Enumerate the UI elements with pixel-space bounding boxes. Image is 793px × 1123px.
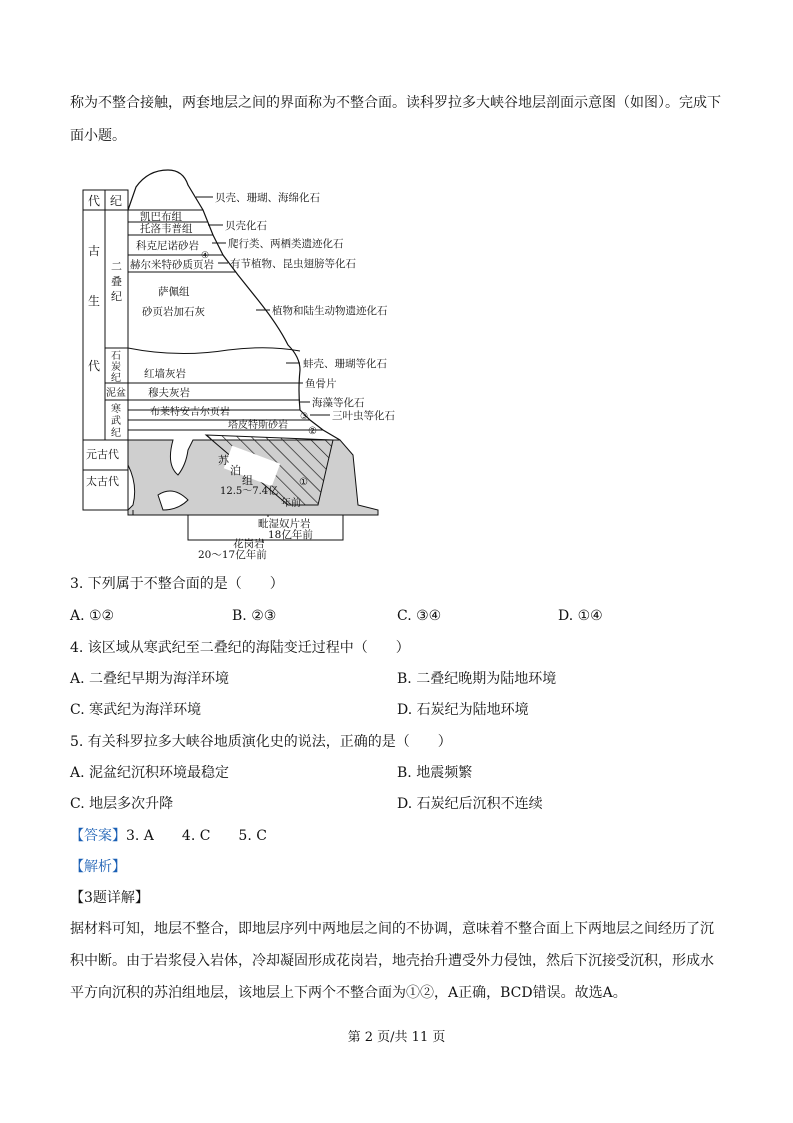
q4-option-c[interactable]: C. 寒武纪为海洋环境	[70, 702, 202, 718]
period-carboniferous-2: 炭	[111, 362, 121, 373]
unkar-label-2: 泊	[230, 464, 241, 477]
schist-label-1: 毗湿奴片岩	[258, 518, 311, 530]
grand-canyon-strata-figure	[78, 165, 423, 560]
period-cambrian-1: 寒	[111, 404, 121, 415]
explanation-line-3: 平方向沉积的苏泊组地层，该地层上下两个不整合面为①②，A正确，BCD错误。故选A。	[70, 985, 627, 1001]
schist-label-2: 18亿年前	[268, 529, 313, 541]
q5-option-a[interactable]: A. 泥盆纪沉积环境最稳定	[70, 765, 230, 781]
q3-option-b[interactable]: B. ②③	[232, 608, 277, 624]
answer-text: 3. A 4. C 5. C	[126, 828, 267, 844]
era-proterozoic: 元古代	[86, 448, 119, 461]
era-paleozoic-1: 古	[88, 244, 101, 258]
q4-option-d[interactable]: D. 石炭纪为陆地环境	[397, 702, 529, 718]
period-permian-2: 叠	[111, 275, 122, 288]
period-devonian: 泥盆	[106, 388, 126, 399]
intro-line-2: 面小题。	[70, 128, 126, 144]
era-period-table	[83, 190, 128, 510]
q3-option-c[interactable]: C. ③④	[397, 608, 442, 624]
marker-4: ④	[201, 251, 210, 261]
layer-supai-1: 萨佩组	[158, 286, 190, 298]
layer-coconino: 科克尼诺砂岩	[136, 240, 199, 252]
era-archean: 太古代	[86, 475, 119, 488]
layer-supai-2: 砂页岩加石灰	[142, 306, 205, 318]
layer-muav: 穆夫灰岩	[148, 387, 190, 399]
detail-label: 【3题详解】	[70, 890, 149, 906]
era-paleozoic-2: 生	[88, 294, 101, 308]
fossil-3: 爬行类、两栖类遗迹化石	[228, 238, 344, 250]
question-3-stem: 3. 下列属于不整合面的是（ ）	[70, 576, 284, 592]
fossil-8: 海藻等化石	[312, 397, 365, 409]
q4-option-a[interactable]: A. 二叠纪早期为海洋环境	[70, 671, 230, 687]
unkar-label-3: 组	[242, 474, 253, 487]
answer-label: 【答案】	[70, 828, 126, 844]
marker-3: ③	[300, 412, 309, 422]
layer-hermit: 赫尔米特砂质页岩	[130, 259, 214, 271]
layer-kaibab: 凯巴布组	[140, 211, 182, 223]
fossil-5: 植物和陆生动物遗迹化石	[272, 305, 388, 317]
fossil-2: 贝壳化石	[225, 220, 267, 232]
question-5-stem: 5. 有关科罗拉多大峡谷地质演化史的说法，正确的是（ ）	[70, 734, 452, 750]
fossil-9: 三叶虫等化石	[332, 410, 395, 422]
fossil-1: 贝壳、珊瑚、海绵化石	[215, 192, 320, 204]
period-permian-3: 纪	[111, 290, 122, 303]
header-dai: 代	[88, 194, 101, 208]
q5-option-d[interactable]: D. 石炭纪后沉积不连续	[397, 796, 543, 812]
question-4-stem: 4. 该区域从寒武纪至二叠纪的海陆变迁过程中（ ）	[70, 640, 410, 656]
q5-option-c[interactable]: C. 地层多次升降	[70, 796, 174, 812]
q5-option-b[interactable]: B. 地震频繁	[397, 765, 473, 781]
unkar-age-2: 年前	[281, 498, 301, 509]
period-cambrian-2: 武	[111, 416, 121, 427]
unkar-label-1: 苏	[218, 454, 229, 467]
analysis-label: 【解析】	[70, 859, 126, 875]
marker-1: ①	[299, 477, 308, 488]
fossil-7: 鱼骨片	[305, 378, 337, 390]
explanation-line-2: 积中断。由于岩浆侵入岩体，冷却凝固形成花岗岩，地壳抬升遭受外力侵蚀，然后下沉接受沉积，形成水	[70, 953, 714, 969]
period-carboniferous-1: 石	[111, 351, 121, 362]
q3-option-d[interactable]: D. ①④	[558, 608, 603, 624]
period-carboniferous-3: 纪	[111, 373, 121, 384]
era-paleozoic-3: 代	[88, 359, 101, 373]
unkar-age-1: 12.5～7.4亿	[220, 486, 279, 497]
marker-2: ②	[308, 426, 317, 437]
fossil-6: 蚌壳、珊瑚等化石	[303, 358, 387, 370]
page-footer: 第 2 页/共 11 页	[347, 1030, 446, 1045]
period-permian-1: 二	[111, 260, 122, 273]
fossil-4: 有节植物、昆虫翅膀等化石	[230, 258, 356, 270]
layer-toroweap: 托洛韦普组	[140, 223, 193, 235]
answer-line	[70, 826, 267, 846]
q3-option-a[interactable]: A. ①②	[70, 608, 115, 624]
layer-tapeats: 塔皮特斯砂岩	[228, 420, 288, 431]
layer-brightangel: 布莱特安吉尔页岩	[150, 407, 230, 418]
intro-line-1: 称为不整合接触，两套地层之间的界面称为不整合面。读科罗拉多大峡谷地层剖面示意图（如图）。完成下	[70, 95, 721, 111]
q4-option-b[interactable]: B. 二叠纪晚期为陆地环境	[397, 671, 557, 687]
layer-redwall: 红墙灰岩	[144, 368, 186, 380]
granite-label-2: 20～17亿年前	[198, 549, 267, 560]
granite-label-1: 花岗岩	[233, 538, 265, 550]
period-cambrian-3: 纪	[111, 428, 121, 439]
header-ji: 纪	[110, 194, 123, 208]
explanation-line-1: 据材料可知，地层不整合，即地层序列中两地层之间的不协调，意味着不整合面上下两地层之间经历了沉	[70, 921, 714, 937]
